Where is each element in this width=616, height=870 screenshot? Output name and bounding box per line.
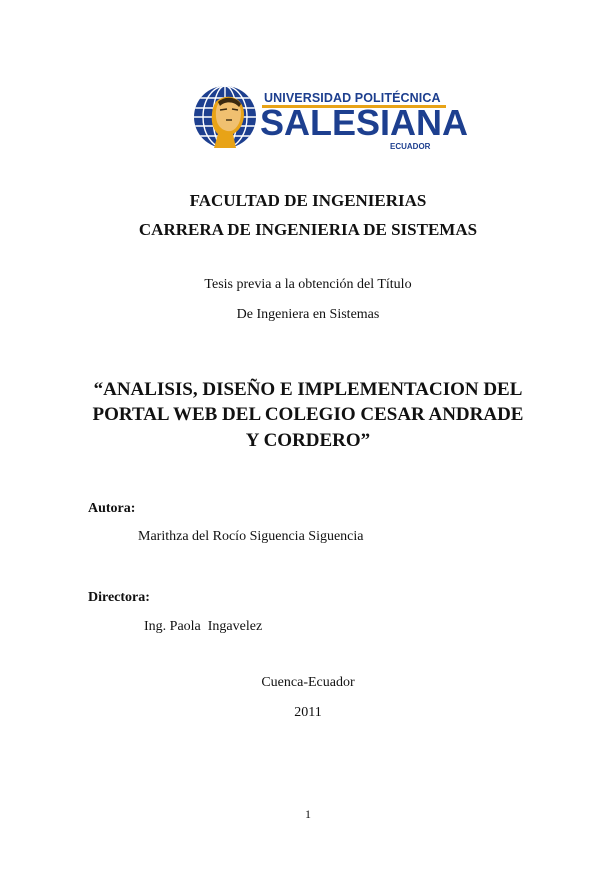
- director-label: Directora:: [88, 590, 150, 605]
- university-logo: [190, 82, 469, 154]
- year: 2011: [294, 705, 322, 720]
- city: Cuenca-Ecuador: [261, 675, 355, 690]
- logo-country-text: ECUADOR: [390, 142, 431, 151]
- globe-portrait-icon: [192, 84, 258, 150]
- degree-line-1: Tesis previa a la obtención del Título: [204, 277, 412, 292]
- career-heading: CARRERA DE INGENIERIA DE SISTEMAS: [138, 220, 478, 239]
- faculty-heading: FACULTAD DE INGENIERIAS: [189, 191, 427, 210]
- thesis-title-line: Y CORDERO”: [245, 430, 371, 451]
- page-number: 1: [305, 807, 311, 821]
- thesis-title-line: PORTAL WEB DEL COLEGIO CESAR ANDRADE: [92, 404, 524, 425]
- logo-university-text: UNIVERSIDAD POLITÉCNICA: [264, 91, 441, 105]
- logo-name-text: SALESIANA: [260, 102, 469, 143]
- thesis-title-line: “ANALISIS, DISEÑO E IMPLEMENTACION DEL: [93, 379, 523, 400]
- director-name: Ing. Paola Ingavelez: [144, 619, 263, 634]
- degree-line-2: De Ingeniera en Sistemas: [236, 307, 380, 322]
- author-label: Autora:: [88, 501, 136, 516]
- author-name: Marithza del Rocío Siguencia Siguencia: [138, 529, 364, 544]
